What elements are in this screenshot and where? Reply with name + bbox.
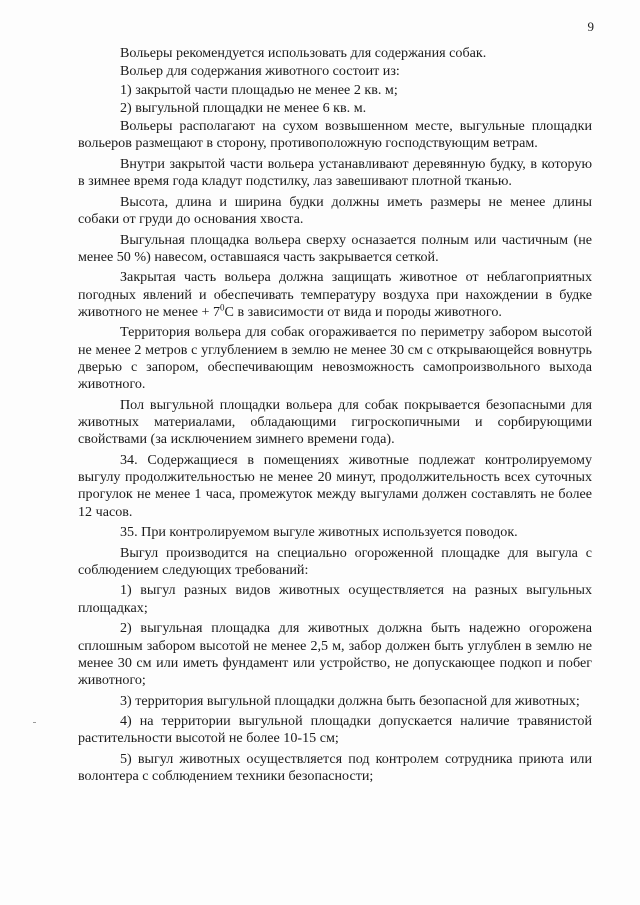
page-number: 9 [587, 19, 594, 34]
paragraph-5: Вольеры располагают на сухом возвышенном месте, выгульные площадки вольеров размещают в сторону, противоположную господствующим ветрам. [78, 118, 592, 152]
paragraph-7: Высота, длина и ширина будки должны иметь размеры не менее длины собаки от груди до основания хвоста. [78, 193, 592, 228]
paragraph-9-text: Закрытая часть вольера должна защищать животное от неблагоприятных погодных явлений и обеспечивать температуру воздуха при нахождении в будке животного не менее + 7 [78, 269, 592, 320]
paragraph-14: Выгул производится на специально огороженной площадке для выгула с соблюдением следующих требований: [78, 544, 592, 578]
paragraph-13: 35. При контролируемом выгуле животных используется поводок. [120, 524, 518, 541]
paragraph-12: 34. Содержащиеся в помещениях животные подлежат контролируемому выгулу продолжительностью не менее 20 минут, продолжительность всех суточных прогулок не менее 1 часа, промежуток между выгулами должен составлять не более 12 часов. [78, 451, 592, 520]
paragraph-17: 3) территория выгульной площадки должна быть безопасной для животных; [120, 692, 580, 709]
paragraph-10: Территория вольера для собак огораживается по периметру забором высотой не менее 2 метров с углублением в землю не менее 30 см с открывающейся вовнутрь дверью с запором, обеспечивающим невозможность самопроизвольного выхода животного. [78, 324, 592, 393]
paragraph-1: Вольеры рекомендуется использовать для содержания собак. [120, 45, 487, 61]
temperature-superscript: 0 [220, 302, 225, 313]
paragraph-6: Внутри закрытой части вольера устанавливают деревянную будку, в которую в зимнее время года кладут подстилку, лаз завешивают плотной тканью. [78, 155, 592, 190]
paragraph-9-tail: С в зависимости от вида и породы животного. [224, 303, 502, 320]
paragraph-9 [78, 269, 592, 321]
paragraph-16: 2) выгульная площадка для животных должна быть надежно огорожена сплошным забором высотой не менее 2,5 м, забор должен быть углублен в землю не менее 30 см или иметь фундамент или устройство, не допускающее подкоп и побег животного; [78, 620, 592, 689]
paragraph-4: 2) выгульной площадки не менее 6 кв. м. [120, 99, 367, 116]
scan-artifact [33, 722, 36, 723]
document-body [78, 45, 592, 789]
paragraph-19: 5) выгул животных осуществляется под контролем сотрудника приюта или волонтера с соблюдением техники безопасности; [78, 750, 592, 785]
paragraph-18: 4) на территории выгульной площадки допускается наличие травянистой растительности высотой не более 10-15 см; [78, 713, 592, 747]
paragraph-2: Вольер для содержания животного состоит из: [120, 63, 400, 80]
paragraph-3: 1) закрытой части площадью не менее 2 кв. м; [120, 81, 398, 98]
paragraph-15: 1) выгул разных видов животных осуществляется на разных выгульных площадках; [78, 582, 592, 616]
paragraph-8: Выгульная площадка вольера сверху осназается полным или частичным (не менее 50 %) навесом, оставшаяся часть закрывается сеткой. [78, 231, 592, 265]
paragraph-11: Пол выгульной площадки вольера для собак покрывается безопасными для животных материалами, обладающими гигроскопичными и сорбирующими свойствами (за исключением зимнего времени года). [78, 396, 592, 448]
